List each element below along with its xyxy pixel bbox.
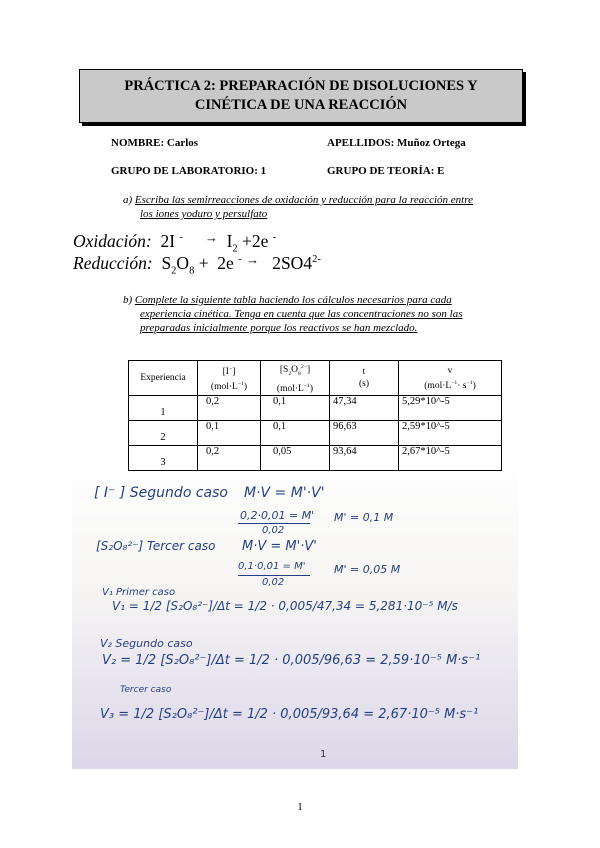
cell-iodide: 0,2	[198, 446, 261, 471]
hw-line-rate-2: V₂ = 1/2 [S₂O₈²⁻]/Δt = 1/2 · 0,005/96,63 = 2,59·10⁻⁵ M·s⁻¹	[102, 653, 481, 668]
hw-line-dilution-1: M·V = M'·V'	[244, 485, 325, 501]
cell-time: 93,64	[330, 446, 399, 471]
hw-line-dilution-1-result: M' = 0,1 M	[334, 511, 394, 524]
nombre-field: NOMBRE: Carlos	[111, 137, 199, 149]
kinetics-table	[128, 360, 502, 471]
table-row	[129, 421, 502, 446]
hw-fraction-bar	[238, 575, 310, 576]
hw-line-first-case: V₁ Primer caso	[102, 587, 176, 598]
table-row	[129, 446, 502, 471]
apellidos-field: APELLIDOS: Muñoz Ortega	[327, 137, 466, 149]
hw-line-dilution-2-result: M' = 0,05 M	[334, 563, 401, 576]
question-a-prefix: a)	[123, 194, 133, 206]
hw-fraction-bar	[238, 523, 310, 524]
header-time-unit: (s)	[358, 379, 370, 390]
title-box	[79, 69, 523, 123]
cell-rate: 5,29*10^-5	[399, 396, 502, 421]
grupo-laboratorio-field: GRUPO DE LABORATORIO: 1	[111, 165, 267, 177]
title-line-1: PRÁCTICA 2: PREPARACIÓN DE DISOLUCIONES Y	[124, 78, 478, 94]
cell-rate: 2,59*10^-5	[399, 421, 502, 446]
cell-persulfate: 0,1	[261, 421, 330, 446]
header-iodide: [I−] $(mol\cdot L^{-1})$	[198, 361, 261, 396]
table-row	[129, 396, 502, 421]
hw-line-dilution-2-den: 0,02	[262, 577, 285, 588]
hw-line-second-case: V₂ Segundo caso	[100, 637, 193, 650]
header-time-label: t	[362, 367, 366, 378]
question-b-prefix: b)	[123, 294, 133, 306]
question-a-line-1: Escriba las semirreacciones de oxidación y reducción para la reacción entre	[134, 194, 473, 206]
hw-line-rate-1: V₁ = 1/2 [S₂O₈²⁻]/Δt = 1/2 · 0,005/47,34 = 5,281·10⁻⁵ M/s	[112, 599, 458, 613]
question-b-line-1: Complete la siguiente tabla haciendo los cálculos necesarios para cada	[134, 294, 452, 306]
hw-line-iodide-case: [ I⁻ ] Segundo caso	[94, 485, 228, 501]
question-b-line-3: preparadas inicialmente porque los reactivos se han mezclado.	[140, 322, 418, 334]
hw-line-third-case: Tercer caso	[120, 685, 172, 695]
question-b	[123, 293, 515, 335]
reduccion-equation: Reducción: $S_2O_8 + 2e$ - → $2SO4^{2-}$	[73, 252, 321, 277]
title-line-2: CINÉTICA DE UNA REACCIÓN	[194, 97, 408, 113]
cell-exp: 2	[129, 421, 198, 446]
cell-iodide: 0,1	[198, 421, 261, 446]
cell-exp: 1	[129, 396, 198, 421]
cell-persulfate: 0,1	[261, 396, 330, 421]
cell-rate: 2,67*10^-5	[399, 446, 502, 471]
cell-persulfate: 0,05	[261, 446, 330, 471]
header-rate: v $(mol\cdot L^{-1}\cdot s^{-1})$	[399, 361, 502, 396]
reduccion-label: Reducción:	[73, 253, 153, 273]
hw-line-dilution-1-den: 0,02	[262, 525, 285, 536]
header-persulfate: $[S_2O_8^{2-}]$ $(mol\cdot L^{-1})$	[261, 361, 330, 396]
table-header-row	[129, 361, 502, 396]
hw-line-dilution-2-num: 0,1·0,01 = M'	[238, 561, 306, 572]
hw-line-persulfate-case: [S₂O₈²⁻] Tercer caso	[96, 539, 216, 553]
oxidacion-label: Oxidación:	[73, 231, 152, 251]
hw-line-dilution-2: M·V = M'·V'	[242, 539, 317, 554]
question-b-line-2: experiencia cinética. Tenga en cuenta que las concentraciones no son las	[140, 308, 463, 320]
photo-page-number: 1	[320, 749, 327, 760]
handwritten-photo	[72, 471, 518, 769]
page-number: 1	[297, 801, 303, 813]
hw-line-rate-3: V₃ = 1/2 [S₂O₈²⁻]/Δt = 1/2 · 0,005/93,64 = 2,67·10⁻⁵ M·s⁻¹	[100, 707, 479, 722]
header-experiencia: Experiencia	[129, 361, 198, 396]
header-rate-label: v	[447, 365, 453, 376]
question-a	[123, 193, 515, 221]
oxidacion-equation: Oxidación: 2I - → $I_2 +2e$ -	[73, 230, 277, 255]
hw-line-dilution-1-num: 0,2·0,01 = M'	[240, 509, 315, 522]
grupo-teoria-field: GRUPO DE TEORÍA: E	[327, 165, 445, 177]
question-a-line-2: los iones yoduro y persulfato	[140, 208, 268, 220]
cell-time: 96,63	[330, 421, 399, 446]
cell-exp: 3	[129, 446, 198, 471]
cell-iodide: 0,2	[198, 396, 261, 421]
cell-time: 47,34	[330, 396, 399, 421]
header-time	[330, 361, 399, 396]
